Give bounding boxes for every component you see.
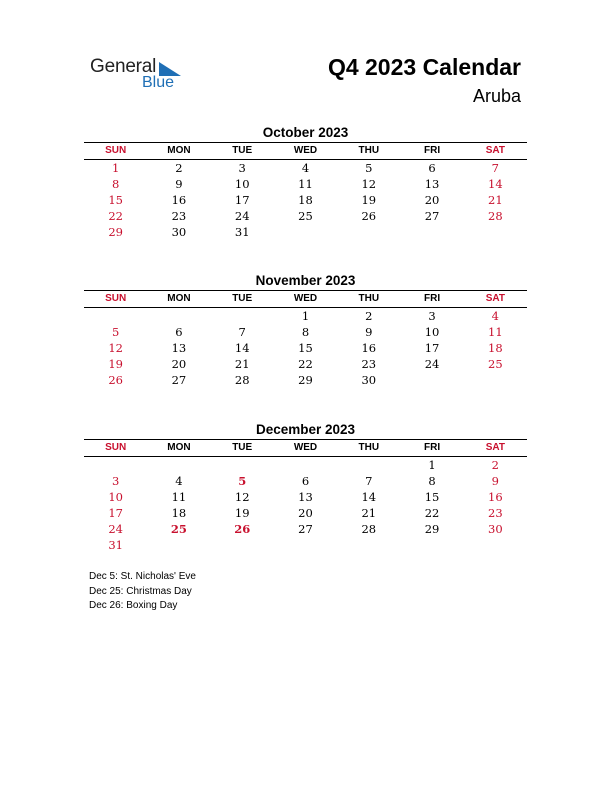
- day-cell: [211, 537, 274, 553]
- day-cell: 28: [234, 373, 250, 387]
- day-cell: 20: [298, 506, 313, 520]
- week-row: [84, 160, 527, 176]
- week-row: [84, 308, 527, 324]
- day-cell: 17: [108, 506, 123, 520]
- week-row: [84, 457, 527, 473]
- day-cell: 24: [234, 209, 250, 223]
- weekday-label: SAT: [485, 442, 505, 453]
- week-row: [84, 324, 527, 340]
- day-cell: 15: [108, 193, 123, 207]
- country-name: Aruba: [472, 86, 521, 106]
- day-cell: 23: [361, 357, 377, 371]
- day-cell: [147, 537, 210, 553]
- day-cell: [337, 224, 400, 240]
- day-cell: 2: [365, 309, 373, 323]
- day-cell: 18: [298, 193, 313, 207]
- weekday-label: THU: [358, 442, 380, 453]
- day-cell: 30: [361, 373, 377, 387]
- day-cell: 30: [488, 522, 503, 536]
- week-row: [84, 489, 527, 505]
- day-cell: 10: [234, 177, 250, 191]
- day-cell: 11: [488, 325, 503, 339]
- calendar-title: Q4 2023 Calendar: [327, 54, 521, 80]
- day-cell: 15: [298, 341, 313, 355]
- day-cell: 7: [238, 325, 246, 339]
- day-cell: [147, 308, 210, 324]
- day-cell: 22: [424, 506, 440, 520]
- day-cell: 14: [234, 341, 250, 355]
- day-cell: 31: [108, 538, 123, 552]
- weekday-label: MON: [167, 145, 191, 156]
- day-cell: 11: [171, 490, 187, 504]
- weekday-label: SAT: [485, 293, 505, 304]
- weekday-label: TUE: [232, 293, 253, 304]
- day-cell: 10: [108, 490, 123, 504]
- weekday-label: MON: [167, 293, 191, 304]
- day-cell: 9: [491, 474, 499, 488]
- weekday-label: WED: [293, 293, 318, 304]
- day-cell: [84, 308, 147, 324]
- day-cell: 19: [361, 193, 377, 207]
- day-cell: [211, 308, 274, 324]
- holiday-note: Dec 26: Boxing Day: [89, 600, 178, 611]
- month-november: [84, 272, 527, 388]
- day-cell: 7: [491, 161, 499, 175]
- day-cell: 13: [424, 177, 440, 191]
- week-row: [84, 340, 527, 356]
- day-cell: 26: [234, 522, 251, 536]
- day-cell: 22: [298, 357, 313, 371]
- weekday-label: WED: [293, 442, 318, 453]
- day-cell: 7: [365, 474, 373, 488]
- week-row: [84, 192, 527, 208]
- weekday-label: TUE: [232, 145, 253, 156]
- day-cell: 6: [301, 474, 310, 488]
- day-cell: 8: [301, 325, 310, 339]
- day-cell: 19: [108, 357, 123, 371]
- day-cell: [274, 457, 337, 473]
- day-cell: 5: [111, 325, 120, 339]
- day-cell: 16: [171, 193, 187, 207]
- day-cell: 29: [298, 373, 313, 387]
- weekday-label: THU: [358, 293, 380, 304]
- day-cell: 19: [234, 506, 250, 520]
- weekday-header-row: [84, 291, 527, 307]
- week-row: [84, 473, 527, 489]
- day-cell: 13: [298, 490, 313, 504]
- day-cell: 16: [361, 341, 377, 355]
- weekday-label: SUN: [105, 442, 127, 453]
- day-cell: 21: [361, 506, 377, 520]
- logo-word-general: General: [90, 56, 157, 77]
- day-cell: [274, 537, 337, 553]
- week-row: [84, 537, 527, 553]
- day-cell: 3: [238, 161, 246, 175]
- holiday-notes: [89, 570, 196, 614]
- day-cell: 25: [298, 209, 313, 223]
- weekday-header-row: [84, 440, 527, 456]
- day-cell: [274, 224, 337, 240]
- day-cell: 23: [171, 209, 187, 223]
- day-cell: 17: [234, 193, 250, 207]
- day-cell: 24: [424, 357, 440, 371]
- day-cell: 12: [234, 490, 250, 504]
- day-cell: 11: [298, 177, 313, 191]
- day-cell: 18: [171, 506, 187, 520]
- week-row: [84, 356, 527, 372]
- day-cell: 21: [488, 193, 503, 207]
- day-cell: 9: [365, 325, 373, 339]
- day-cell: 3: [428, 309, 436, 323]
- month-title: December 2023: [255, 422, 356, 437]
- weekday-label: TUE: [232, 442, 253, 453]
- day-cell: 28: [361, 522, 377, 536]
- day-cell: 2: [491, 458, 499, 472]
- day-cell: [464, 224, 527, 240]
- weekday-header-row: [84, 143, 527, 159]
- week-row: [84, 505, 527, 521]
- weekday-label: WED: [293, 145, 318, 156]
- week-row: [84, 372, 527, 388]
- month-december: [84, 421, 527, 553]
- day-cell: 8: [428, 474, 436, 488]
- day-cell: 29: [108, 225, 123, 239]
- day-cell: 25: [170, 522, 187, 536]
- weekday-label: FRI: [423, 442, 441, 453]
- day-cell: 30: [171, 225, 187, 239]
- weekday-label: SUN: [105, 293, 127, 304]
- day-cell: [211, 457, 274, 473]
- day-cell: 28: [488, 209, 503, 223]
- week-row: [84, 176, 527, 192]
- day-cell: 24: [108, 522, 123, 536]
- day-cell: 5: [238, 474, 247, 488]
- day-cell: 6: [428, 161, 436, 175]
- generalblue-logo: [90, 56, 190, 96]
- day-cell: 26: [108, 373, 123, 387]
- day-cell: 27: [298, 522, 313, 536]
- day-cell: 6: [175, 325, 183, 339]
- day-cell: 4: [175, 474, 183, 488]
- weekday-label: SUN: [105, 145, 127, 156]
- day-cell: 23: [488, 506, 503, 520]
- day-cell: 13: [171, 341, 187, 355]
- day-cell: 31: [234, 225, 250, 239]
- day-cell: [337, 457, 400, 473]
- day-cell: 1: [428, 458, 436, 472]
- day-cell: 3: [111, 474, 120, 488]
- weekday-label: FRI: [423, 145, 441, 156]
- day-cell: 29: [424, 522, 440, 536]
- day-cell: 12: [361, 177, 377, 191]
- day-cell: 5: [365, 161, 373, 175]
- day-cell: 1: [301, 309, 310, 323]
- day-cell: [400, 372, 463, 388]
- day-cell: 27: [171, 373, 187, 387]
- logo-word-blue: Blue: [142, 74, 175, 91]
- holiday-note: Dec 25: Christmas Day: [89, 585, 192, 597]
- day-cell: 9: [175, 177, 183, 191]
- day-cell: 4: [301, 161, 310, 175]
- day-cell: 25: [488, 357, 503, 371]
- day-cell: 15: [424, 490, 440, 504]
- month-october: [84, 124, 527, 240]
- week-row: [84, 208, 527, 224]
- day-cell: [147, 457, 210, 473]
- day-cell: 20: [424, 193, 440, 207]
- day-cell: 12: [108, 341, 123, 355]
- day-cell: 8: [111, 177, 120, 191]
- holiday-note: Dec 5: St. Nicholas' Eve: [89, 571, 196, 582]
- day-cell: 4: [491, 309, 499, 323]
- day-cell: 21: [234, 357, 250, 371]
- day-cell: [400, 224, 463, 240]
- day-cell: 17: [424, 341, 440, 355]
- weekday-label: SAT: [485, 145, 505, 156]
- day-cell: [337, 537, 400, 553]
- day-cell: 22: [108, 209, 123, 223]
- day-cell: 14: [361, 490, 377, 504]
- weekday-label: MON: [167, 442, 191, 453]
- day-cell: 2: [175, 161, 183, 175]
- day-cell: 27: [424, 209, 440, 223]
- day-cell: [400, 537, 463, 553]
- weekday-label: THU: [358, 145, 380, 156]
- day-cell: 20: [171, 357, 187, 371]
- day-cell: [464, 537, 527, 553]
- month-title: November 2023: [255, 273, 356, 288]
- day-cell: 18: [488, 341, 503, 355]
- day-cell: [84, 457, 147, 473]
- month-title: October 2023: [262, 125, 349, 140]
- weekday-label: FRI: [423, 293, 441, 304]
- day-cell: [464, 372, 527, 388]
- day-cell: 10: [424, 325, 440, 339]
- day-cell: 1: [111, 161, 120, 175]
- week-row: [84, 521, 527, 537]
- week-row: [84, 224, 527, 240]
- day-cell: 26: [361, 209, 377, 223]
- day-cell: 14: [488, 177, 503, 191]
- day-cell: 16: [488, 490, 503, 504]
